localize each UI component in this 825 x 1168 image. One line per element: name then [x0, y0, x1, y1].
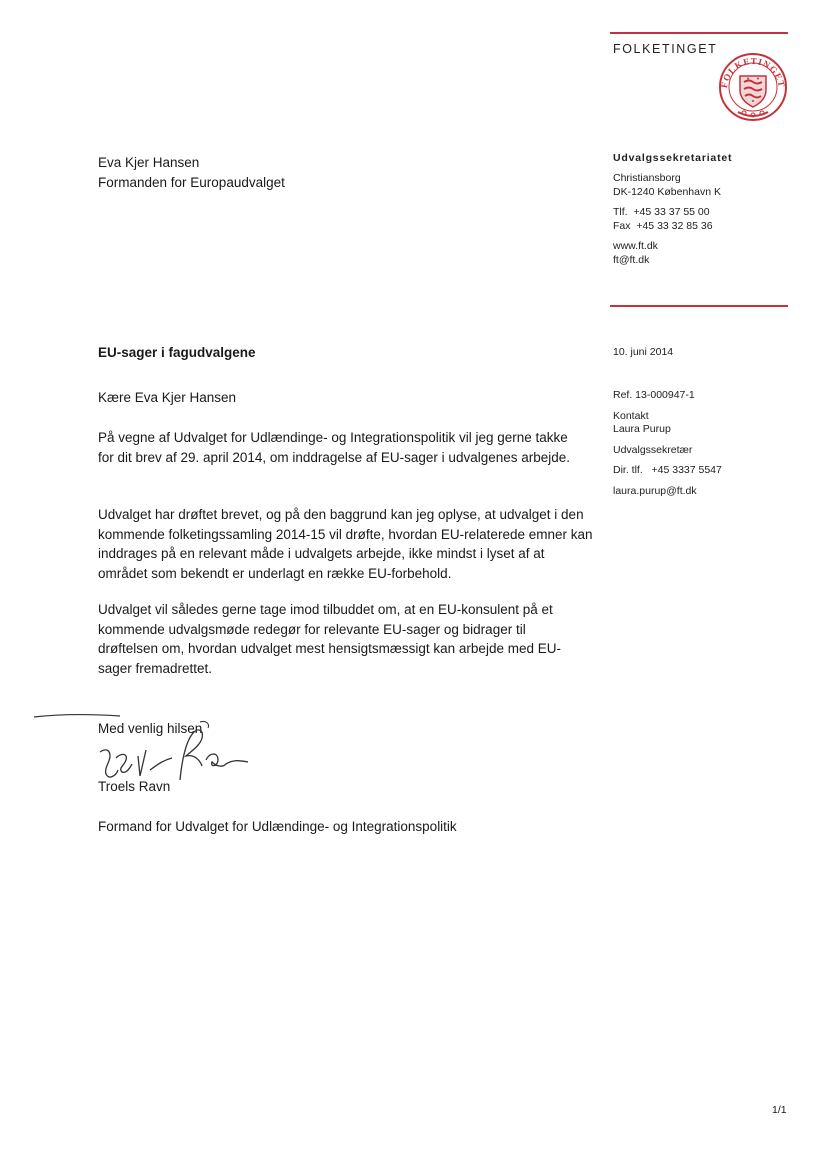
recipient-block [98, 153, 285, 193]
closing: Med venlig hilsen [98, 721, 203, 736]
contact-role: Udvalgssekretær [613, 443, 693, 456]
body-paragraph-2: Udvalget har drøftet brevet, og på den baggrund kan jeg oplyse, at udvalget i den kommende folketingssamling 2014-15 vil drøfte, hvordan EU-relaterede emner kan inddrages på en relevant måde i udvalgets arbejde, ikke mindst i lyset af at området som bekendt er underlagt en række EU-forbehold. [98, 507, 593, 581]
office-address-line2: DK-1240 København K [613, 185, 721, 198]
office-email: ft@ft.dk [613, 253, 650, 266]
signer-name: Troels Ravn [98, 779, 171, 794]
recipient-name: Eva Kjer Hansen [98, 155, 200, 170]
letter-date: 10. juni 2014 [613, 346, 674, 358]
contact-direct-phone: Dir. tlf. +45 3337 5547 [613, 464, 722, 476]
folketinget-seal-icon [718, 52, 788, 122]
salutation: Kære Eva Kjer Hansen [98, 390, 237, 405]
office-web: www.ft.dk [613, 240, 658, 252]
office-heading: Udvalgssekretariatet [613, 152, 733, 164]
sidebar-rule [610, 305, 788, 307]
office-phone: Tlf. +45 33 37 55 00 [613, 206, 710, 218]
contact-name: Laura Purup [613, 423, 671, 435]
office-address-line1: Christiansborg [613, 172, 681, 184]
body-paragraph-3: Udvalget vil således gerne tage imod tilbuddet om, at en EU-konsulent på et kommende udvalgsmøde redegør for relevante EU-sager og bidrager til drøftelsen om, hvordan udvalget mest hensigtsmæssigt kan arbejde med EU-sager fremadrettet. [98, 602, 561, 676]
reference-number: Ref. 13-000947-1 [613, 389, 695, 401]
recipient-title: Formanden for Europaudvalget [98, 175, 285, 190]
contact-email: laura.purup@ft.dk [613, 484, 697, 497]
contact-block [613, 389, 722, 498]
organization-name: FOLKETINGET [613, 42, 718, 56]
header-rule [610, 32, 788, 34]
letter-subject: EU-sager i fagudvalgene [98, 345, 256, 360]
office-fax: Fax +45 33 32 85 36 [613, 219, 713, 232]
signer-title: Formand for Udvalget for Udlændinge- og Integrationspolitik [98, 819, 457, 834]
svg-text:FOLKETINGET: FOLKETINGET [718, 55, 788, 89]
page-number: 1/1 [772, 1104, 787, 1116]
sender-office-block [613, 152, 732, 267]
body-paragraph-1: På vegne af Udvalget for Udlændinge- og Integrationspolitik vil jeg gerne takke for dit brev af 29. april 2014, om inddragelse af EU-sager i udvalgenes arbejde. [98, 430, 571, 465]
contact-label: Kontakt [613, 409, 649, 422]
